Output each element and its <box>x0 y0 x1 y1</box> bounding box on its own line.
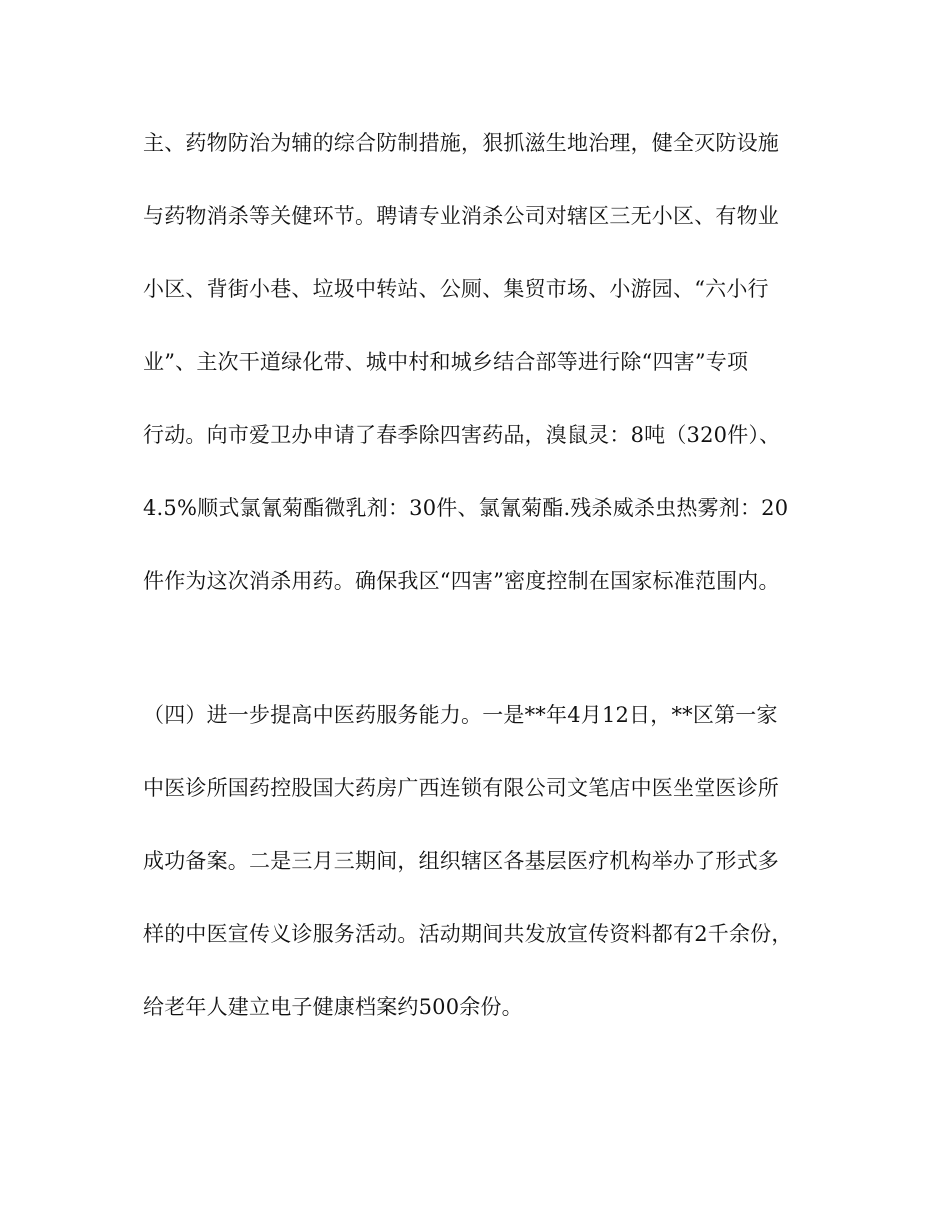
text-line: 主、药物防治为辅的综合防制措施，狠抓滋生地治理，健全灭防设施 <box>143 131 779 155</box>
text-line: 件作为这次消杀用药。确保我区“四害”密度控制在国家标准范围内。 <box>143 569 780 593</box>
text-line: 与药物消杀等关健环节。聘请专业消杀公司对辖区三无小区、有物业 <box>143 204 779 228</box>
text-line: （四）进一步提高中医药服务能力。一是**年4月12日，**区第一家 <box>143 703 778 727</box>
text-line: 给老年人建立电子健康档案约500余份。 <box>143 995 523 1019</box>
text-line: 样的中医宣传义诊服务活动。活动期间共发放宣传资料都有2千余份， <box>143 922 793 946</box>
text-line: 中医诊所国药控股国大药房广西连锁有限公司文笔店中医坐堂医诊所 <box>143 776 779 800</box>
text-line: 小区、背街小巷、垃圾中转站、公厕、集贸市场、小游园、“六小行 <box>143 277 769 301</box>
text-line: 业”、主次干道绿化带、城中村和城乡结合部等进行除“四害”专项 <box>143 350 749 374</box>
text-line: 4.5%顺式氯氰菊酯微乳剂：30件、氯氰菊酯.残杀威杀虫热雾剂：20 <box>143 496 789 520</box>
text-line: 成功备案。二是三月三期间，组织辖区各基层医疗机构举办了形式多 <box>143 849 779 873</box>
text-line: 行动。向市爱卫办申请了春季除四害药品，溴鼠灵：8吨（320件）、 <box>143 423 781 447</box>
